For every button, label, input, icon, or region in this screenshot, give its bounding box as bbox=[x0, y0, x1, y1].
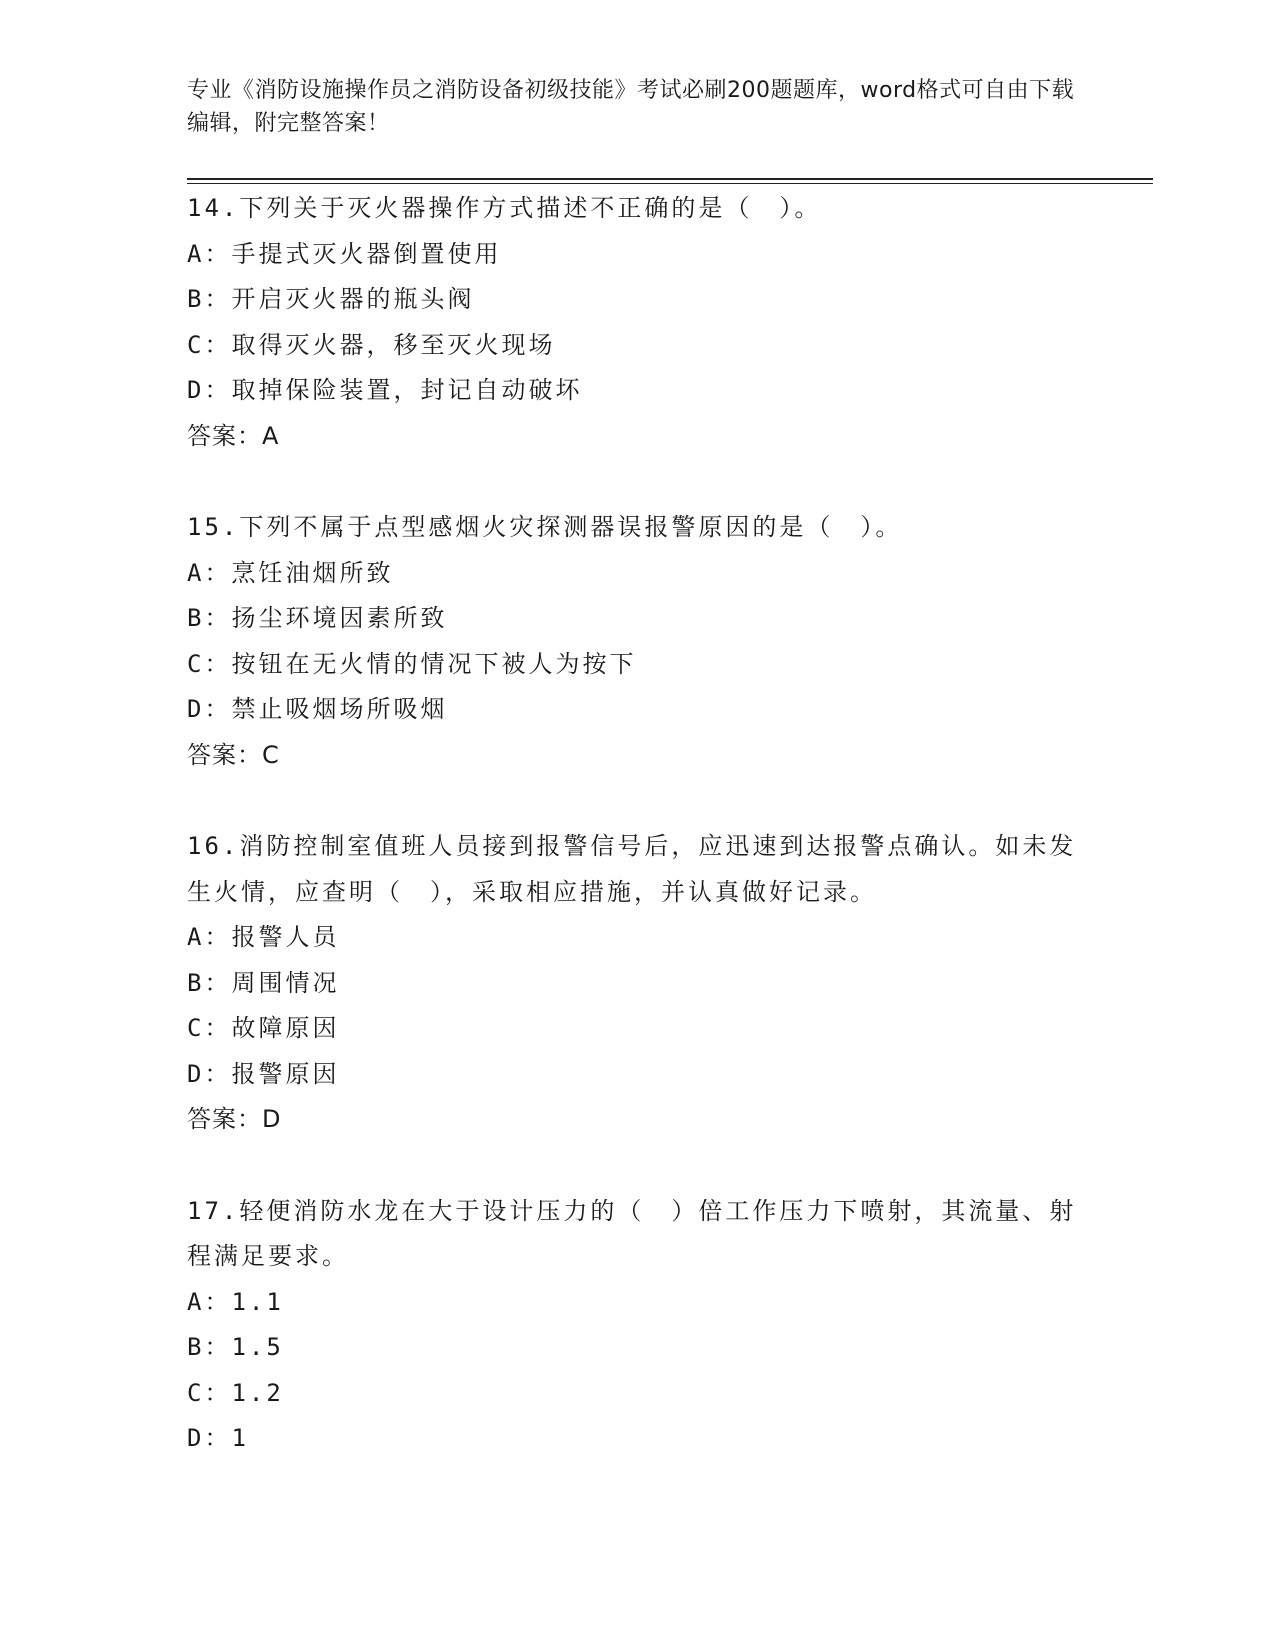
question-14 bbox=[187, 186, 1087, 459]
option-c: C：1.2 bbox=[187, 1378, 284, 1407]
question-15 bbox=[187, 505, 1087, 778]
option-d: D：1 bbox=[187, 1424, 249, 1452]
option-d: D：禁止吸烟场所吸烟 bbox=[187, 695, 448, 723]
question-stem: 14.下列关于灭火器操作方式描述不正确的是（ ）。 bbox=[187, 194, 822, 222]
option-c: C：按钮在无火情的情况下被人为按下 bbox=[187, 649, 637, 678]
header-divider bbox=[187, 178, 1153, 184]
option-b: B：开启灭火器的瓶头阀 bbox=[187, 285, 475, 313]
question-stem: 17.轻便消防水龙在大于设计压力的（ ）倍工作压力下喷射，其流量、射程满足要求。 bbox=[187, 1196, 1077, 1270]
document-header bbox=[187, 74, 1087, 140]
option-c: C：故障原因 bbox=[187, 1014, 340, 1042]
question-stem: 15.下列不属于点型感烟火灾探测器误报警原因的是（ ）。 bbox=[187, 513, 903, 541]
option-a: A：手提式灭火器倒置使用 bbox=[187, 239, 502, 268]
option-b: B：1.5 bbox=[187, 1333, 284, 1361]
option-a: A：烹饪油烟所致 bbox=[187, 558, 394, 587]
option-d: D：报警原因 bbox=[187, 1059, 340, 1088]
question-16 bbox=[187, 824, 1087, 1143]
option-b: B：扬尘环境因素所致 bbox=[187, 604, 448, 632]
answer-line: 答案：A bbox=[187, 421, 280, 450]
answer-line: 答案：C bbox=[187, 740, 280, 769]
option-d: D：取掉保险装置，封记自动破坏 bbox=[187, 376, 583, 404]
option-b: B：周围情况 bbox=[187, 968, 340, 997]
question-stem: 16.消防控制室值班人员接到报警信号后，应迅速到达报警点确认。如未发生火情，应查明（ ），采取相应措施，并认真做好记录。 bbox=[187, 832, 1077, 906]
question-list bbox=[187, 186, 1087, 1508]
option-c: C：取得灭火器，移至灭火现场 bbox=[187, 330, 556, 359]
question-17 bbox=[187, 1189, 1087, 1462]
option-a: A：报警人员 bbox=[187, 923, 340, 951]
option-a: A：1.1 bbox=[187, 1287, 284, 1316]
header-text: 专业《消防设施操作员之消防设备初级技能》考试必刷200题题库，word格式可自由下载编辑，附完整答案！ bbox=[187, 78, 1075, 136]
answer-line: 答案：D bbox=[187, 1105, 282, 1133]
